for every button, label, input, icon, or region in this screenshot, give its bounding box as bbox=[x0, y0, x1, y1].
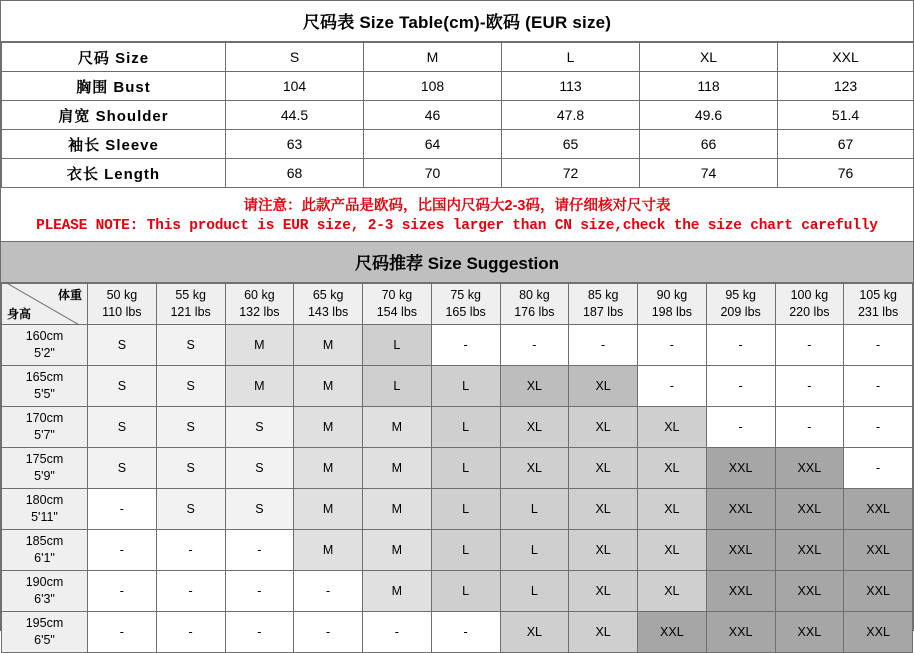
weight-lbs: 220 lbs bbox=[789, 305, 830, 319]
size-cell: 104 bbox=[226, 72, 364, 101]
weight-kg: 50 kg bbox=[106, 288, 138, 303]
suggestion-cell: S bbox=[88, 448, 157, 489]
size-cell: 63 bbox=[226, 130, 364, 159]
suggestion-cell: - bbox=[225, 571, 294, 612]
suggestion-cell: M bbox=[363, 448, 432, 489]
height-row-header bbox=[2, 366, 88, 407]
weight-lbs: 187 lbs bbox=[582, 305, 624, 319]
weight-axis-label: 体重 bbox=[57, 288, 82, 302]
height-ft: 5'9" bbox=[34, 469, 55, 483]
suggestion-cell: L bbox=[431, 489, 500, 530]
weight-kg: 95 kg bbox=[725, 288, 756, 303]
suggestion-cell: S bbox=[225, 407, 294, 448]
suggestion-cell: - bbox=[156, 612, 225, 653]
suggestion-cell: M bbox=[294, 325, 363, 366]
size-col-head: M bbox=[364, 43, 502, 72]
suggestion-cell: S bbox=[225, 448, 294, 489]
suggestion-cell: M bbox=[225, 325, 294, 366]
suggestion-cell: S bbox=[156, 407, 225, 448]
suggestion-cell: XXL bbox=[775, 448, 844, 489]
size-row-label: 胸围 Bust bbox=[2, 72, 226, 101]
suggestion-cell: XXL bbox=[775, 489, 844, 530]
size-table bbox=[1, 42, 914, 188]
suggestion-cell: - bbox=[225, 530, 294, 571]
weight-kg: 65 kg bbox=[312, 288, 344, 303]
size-suggestion-table bbox=[1, 283, 913, 653]
suggestion-cell: XL bbox=[500, 612, 569, 653]
suggestion-cell: L bbox=[363, 325, 432, 366]
height-cm: 160cm bbox=[25, 329, 64, 344]
height-cm: 185cm bbox=[25, 534, 64, 549]
weight-kg: 75 kg bbox=[450, 288, 481, 303]
suggestion-cell: XL bbox=[569, 571, 638, 612]
suggestion-cell: M bbox=[363, 489, 432, 530]
height-ft: 5'2" bbox=[34, 346, 55, 360]
suggestion-cell: M bbox=[363, 407, 432, 448]
suggestion-cell: XXL bbox=[844, 489, 913, 530]
suggestion-cell: S bbox=[88, 325, 157, 366]
table-row bbox=[2, 489, 913, 530]
height-axis-label: 身高 bbox=[7, 307, 32, 321]
suggestion-cell: S bbox=[156, 489, 225, 530]
height-cm: 195cm bbox=[25, 616, 64, 631]
height-ft: 6'3" bbox=[34, 592, 55, 606]
suggestion-title: 尺码推荐 Size Suggestion bbox=[1, 242, 913, 283]
suggestion-cell: XL bbox=[638, 407, 707, 448]
table-row bbox=[2, 101, 914, 130]
suggestion-cell: XXL bbox=[775, 530, 844, 571]
suggestion-cell: L bbox=[431, 530, 500, 571]
weight-lbs: 176 lbs bbox=[514, 305, 555, 319]
suggestion-cell: - bbox=[500, 325, 569, 366]
height-ft: 5'11" bbox=[31, 510, 58, 524]
suggestion-cell: XL bbox=[569, 530, 638, 571]
suggestion-cell: XXL bbox=[706, 448, 775, 489]
suggestion-cell: L bbox=[431, 448, 500, 489]
size-cell: 68 bbox=[226, 159, 364, 188]
suggestion-cell: - bbox=[88, 612, 157, 653]
size-cell: 51.4 bbox=[778, 101, 914, 130]
suggestion-cell: - bbox=[88, 530, 157, 571]
suggestion-cell: M bbox=[294, 366, 363, 407]
height-ft: 6'5" bbox=[34, 633, 55, 647]
suggestion-cell: - bbox=[638, 325, 707, 366]
suggestion-cell: XXL bbox=[775, 571, 844, 612]
size-cell: 108 bbox=[364, 72, 502, 101]
suggestion-cell: L bbox=[431, 407, 500, 448]
suggestion-cell: XXL bbox=[844, 530, 913, 571]
suggestion-cell: XXL bbox=[775, 612, 844, 653]
weight-lbs: 209 lbs bbox=[720, 305, 761, 319]
height-ft: 5'5" bbox=[34, 387, 55, 401]
weight-column-header bbox=[638, 284, 707, 325]
suggestion-cell: - bbox=[88, 489, 157, 530]
size-cell: 47.8 bbox=[502, 101, 640, 130]
size-note-cn: 请注意：此款产品是欧码，比国内尺码大2-3码，请仔细核对尺寸表 bbox=[243, 198, 671, 214]
weight-kg: 105 kg bbox=[859, 288, 897, 303]
weight-kg: 80 kg bbox=[519, 288, 550, 303]
height-row-header bbox=[2, 489, 88, 530]
table-row bbox=[2, 407, 913, 448]
weight-column-header bbox=[844, 284, 913, 325]
suggestion-cell: XL bbox=[638, 448, 707, 489]
size-col-head: S bbox=[226, 43, 364, 72]
suggestion-cell: M bbox=[294, 530, 363, 571]
suggestion-cell: - bbox=[775, 366, 844, 407]
size-cell: 44.5 bbox=[226, 101, 364, 130]
size-cell: 72 bbox=[502, 159, 640, 188]
suggestion-cell: XL bbox=[500, 448, 569, 489]
weight-kg: 60 kg bbox=[244, 288, 275, 303]
suggestion-cell: S bbox=[88, 407, 157, 448]
size-row-label: 袖长 Sleeve bbox=[2, 130, 226, 159]
suggestion-cell: M bbox=[363, 530, 432, 571]
height-row-header bbox=[2, 448, 88, 489]
suggestion-cell: XXL bbox=[638, 612, 707, 653]
weight-column-header bbox=[294, 284, 363, 325]
size-cell: 74 bbox=[640, 159, 778, 188]
suggestion-header-row bbox=[2, 284, 913, 325]
size-row-label: 衣长 Length bbox=[2, 159, 226, 188]
table-row bbox=[2, 130, 914, 159]
suggestion-cell: S bbox=[225, 489, 294, 530]
suggestion-cell: XXL bbox=[844, 571, 913, 612]
suggestion-cell: XL bbox=[569, 489, 638, 530]
table-row bbox=[2, 571, 913, 612]
suggestion-cell: - bbox=[156, 571, 225, 612]
weight-column-header bbox=[431, 284, 500, 325]
weight-column-header bbox=[88, 284, 157, 325]
suggestion-cell: M bbox=[294, 489, 363, 530]
suggestion-cell: - bbox=[706, 325, 775, 366]
suggestion-cell: L bbox=[500, 530, 569, 571]
height-cm: 175cm bbox=[25, 452, 64, 467]
suggestion-cell: - bbox=[225, 612, 294, 653]
size-cell: 67 bbox=[778, 130, 914, 159]
weight-lbs: 154 lbs bbox=[376, 305, 418, 319]
suggestion-cell: - bbox=[844, 407, 913, 448]
suggestion-cell: XL bbox=[638, 489, 707, 530]
suggestion-cell: XL bbox=[569, 407, 638, 448]
height-row-header bbox=[2, 571, 88, 612]
size-table-title: 尺码表 Size Table(cm)-欧码 (EUR size) bbox=[1, 1, 913, 42]
weight-column-header bbox=[500, 284, 569, 325]
height-ft: 6'1" bbox=[34, 551, 55, 565]
size-col-head: XL bbox=[640, 43, 778, 72]
suggestion-cell: S bbox=[156, 325, 225, 366]
suggestion-cell: - bbox=[431, 612, 500, 653]
suggestion-cell: S bbox=[156, 448, 225, 489]
suggestion-cell: XXL bbox=[844, 612, 913, 653]
suggestion-cell: XXL bbox=[706, 612, 775, 653]
weight-kg: 100 kg bbox=[790, 288, 829, 303]
suggestion-cell: - bbox=[775, 325, 844, 366]
suggestion-cell: - bbox=[569, 325, 638, 366]
suggestion-cell: XXL bbox=[706, 530, 775, 571]
suggestion-cell: - bbox=[88, 571, 157, 612]
weight-kg: 55 kg bbox=[175, 288, 206, 303]
table-row bbox=[2, 159, 914, 188]
suggestion-cell: XL bbox=[638, 571, 707, 612]
table-row bbox=[2, 43, 914, 72]
size-cell: 65 bbox=[502, 130, 640, 159]
suggestion-cell: - bbox=[844, 366, 913, 407]
weight-lbs: 231 lbs bbox=[857, 305, 899, 319]
table-row bbox=[2, 530, 913, 571]
suggestion-cell: L bbox=[500, 489, 569, 530]
suggestion-cell: - bbox=[431, 325, 500, 366]
weight-lbs: 165 lbs bbox=[445, 305, 486, 319]
height-row-header bbox=[2, 530, 88, 571]
height-row-header bbox=[2, 325, 88, 366]
suggestion-cell: XXL bbox=[706, 571, 775, 612]
table-row bbox=[2, 612, 913, 653]
weight-lbs: 132 lbs bbox=[239, 305, 280, 319]
suggestion-cell: M bbox=[294, 407, 363, 448]
suggestion-cell: M bbox=[225, 366, 294, 407]
suggestion-cell: - bbox=[844, 448, 913, 489]
suggestion-cell: - bbox=[706, 407, 775, 448]
suggestion-cell: XL bbox=[569, 448, 638, 489]
weight-kg: 70 kg bbox=[381, 288, 413, 303]
weight-column-header bbox=[775, 284, 844, 325]
size-cell: 70 bbox=[364, 159, 502, 188]
height-cm: 190cm bbox=[25, 575, 64, 590]
weight-column-header bbox=[569, 284, 638, 325]
weight-lbs: 198 lbs bbox=[651, 305, 693, 319]
suggestion-cell: - bbox=[294, 571, 363, 612]
table-row bbox=[2, 366, 913, 407]
suggestion-cell: XL bbox=[569, 612, 638, 653]
height-cm: 165cm bbox=[25, 370, 64, 385]
weight-column-header bbox=[706, 284, 775, 325]
size-col-head: L bbox=[502, 43, 640, 72]
suggestion-cell: S bbox=[88, 366, 157, 407]
suggestion-cell: - bbox=[156, 530, 225, 571]
size-cell: 123 bbox=[778, 72, 914, 101]
size-note bbox=[1, 188, 913, 242]
table-row bbox=[2, 448, 913, 489]
height-cm: 170cm bbox=[25, 411, 64, 426]
size-cell: 66 bbox=[640, 130, 778, 159]
suggestion-cell: M bbox=[294, 448, 363, 489]
suggestion-cell: L bbox=[431, 571, 500, 612]
height-row-header bbox=[2, 612, 88, 653]
suggestion-cell: XL bbox=[638, 530, 707, 571]
suggestion-cell: XXL bbox=[706, 489, 775, 530]
weight-lbs: 110 lbs bbox=[102, 305, 142, 319]
height-ft: 5'7" bbox=[34, 428, 55, 442]
weight-column-header bbox=[156, 284, 225, 325]
height-cm: 180cm bbox=[25, 493, 64, 508]
size-cell: 49.6 bbox=[640, 101, 778, 130]
suggestion-cell: - bbox=[775, 407, 844, 448]
table-row bbox=[2, 72, 914, 101]
suggestion-cell: XL bbox=[569, 366, 638, 407]
suggestion-cell: - bbox=[638, 366, 707, 407]
suggestion-cell: L bbox=[431, 366, 500, 407]
suggestion-cell: M bbox=[363, 571, 432, 612]
weight-lbs: 143 lbs bbox=[307, 305, 349, 319]
suggestion-cell: XL bbox=[500, 366, 569, 407]
weight-kg: 85 kg bbox=[587, 288, 619, 303]
size-row-label: 肩宽 Shoulder bbox=[2, 101, 226, 130]
suggestion-cell: S bbox=[156, 366, 225, 407]
suggestion-cell: L bbox=[363, 366, 432, 407]
size-cell: 118 bbox=[640, 72, 778, 101]
size-cell: 64 bbox=[364, 130, 502, 159]
size-row-label: 尺码 Size bbox=[2, 43, 226, 72]
size-cell: 46 bbox=[364, 101, 502, 130]
size-cell: 76 bbox=[778, 159, 914, 188]
weight-kg: 90 kg bbox=[656, 288, 688, 303]
suggestion-cell: XL bbox=[500, 407, 569, 448]
table-row bbox=[2, 325, 913, 366]
suggestion-cell: - bbox=[706, 366, 775, 407]
axis-corner-cell bbox=[2, 284, 88, 325]
height-row-header bbox=[2, 407, 88, 448]
size-cell: 113 bbox=[502, 72, 640, 101]
weight-column-header bbox=[225, 284, 294, 325]
size-note-en: PLEASE NOTE: This product is EUR size, 2-3 sizes larger than CN size,check the size chart carefully bbox=[36, 218, 878, 234]
suggestion-cell: - bbox=[363, 612, 432, 653]
suggestion-cell: L bbox=[500, 571, 569, 612]
size-col-head: XXL bbox=[778, 43, 914, 72]
weight-column-header bbox=[363, 284, 432, 325]
weight-lbs: 121 lbs bbox=[170, 305, 211, 319]
suggestion-cell: - bbox=[294, 612, 363, 653]
suggestion-cell: - bbox=[844, 325, 913, 366]
